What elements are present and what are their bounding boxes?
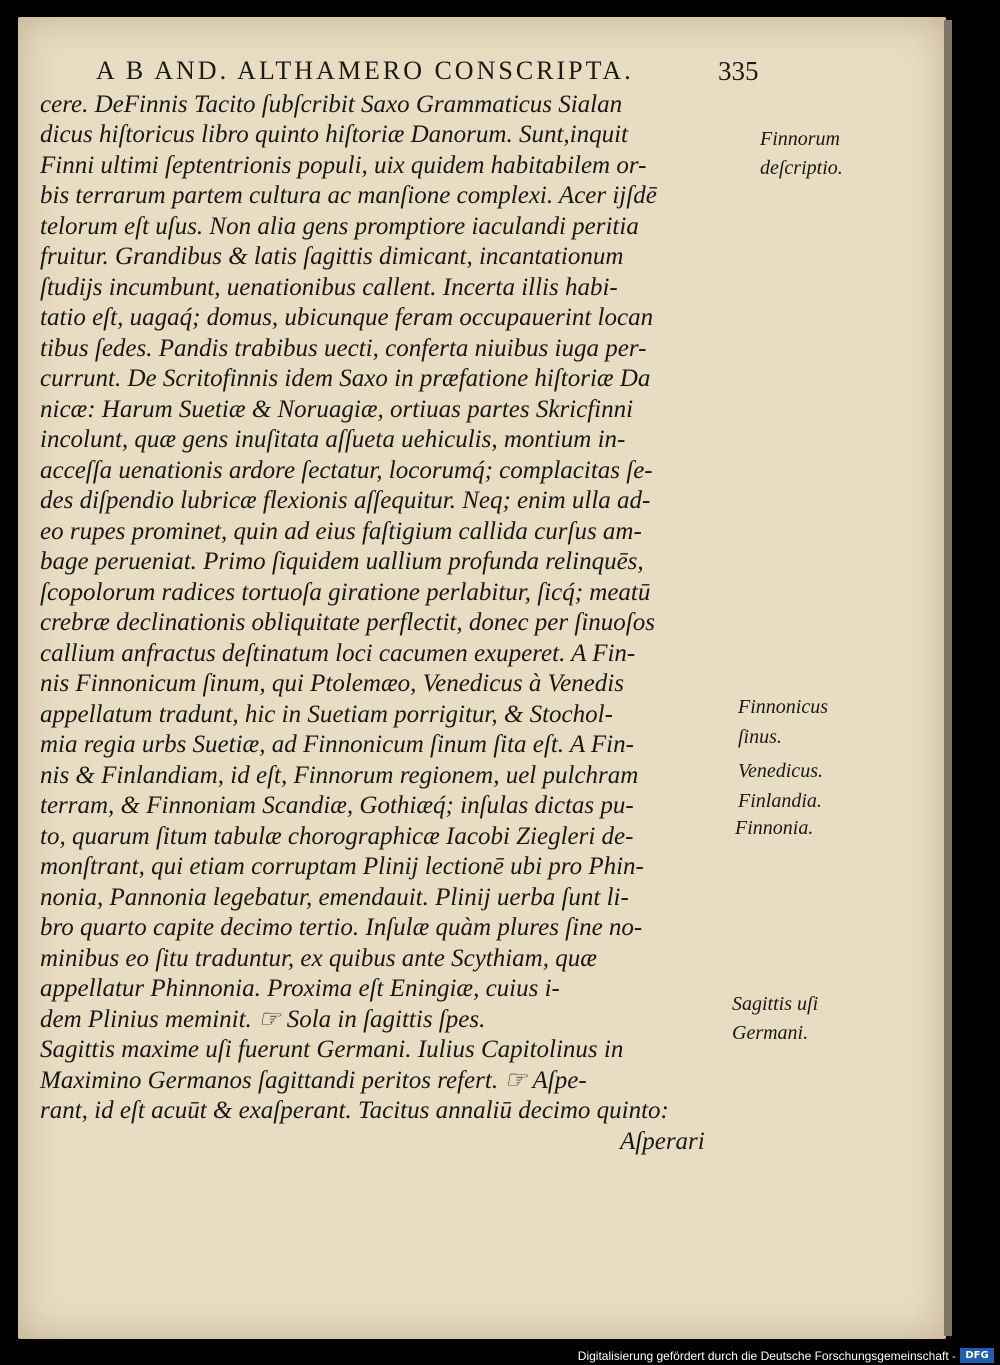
text-line: fruitur. Grandibus & latis ſagittis dimicant, incantationum — [40, 243, 624, 270]
page-edge — [944, 20, 952, 1336]
text-line: bro quarto capite decimo tertio. Inſulæ quàm plures ſine no- — [40, 914, 643, 941]
text-line: bis terrarum partem cultura ac manſione complexi. Acer ijſdē — [40, 182, 657, 209]
text-line: terram, & Finnoniam Scandiæ, Gothiæq́; inſulas dictas pu- — [40, 792, 634, 819]
text-line: minibus eo ſitu traduntur, ex quibus ante Scythiam, quæ — [40, 945, 597, 972]
text-line: dem Plinius meminit. ☞ Sola in ſagittis ſpes. — [40, 1006, 486, 1033]
running-head: A B AND. ALTHAMERO CONSCRIPTA. — [96, 56, 634, 85]
text-line: tatio eſt, uagaq́; domus, ubicunque feram occupauerint locan — [40, 304, 654, 331]
text-line: callium anfractus deſtinatum loci cacumen exuperet. A Fin- — [40, 640, 636, 667]
text-line: dicus hiſtoricus libro quinto hiſtoriæ Danorum. Sunt,inquit — [40, 121, 629, 148]
text-line: telorum eſt uſus. Non alia gens promptiore iaculandi peritia — [40, 213, 639, 240]
margin-note: Sagittis uſi — [732, 993, 819, 1015]
text-line: mia regia urbs Suetiæ, ad Finnonicum ſinum ſita eſt. A Fin- — [40, 731, 634, 758]
text-line: Maximino Germanos ſagittandi peritos refert. ☞ Aſpe- — [40, 1067, 587, 1094]
text-line: des diſpendio lubricæ flexionis aſſequitur. Neq; enim ulla ad- — [40, 487, 651, 514]
text-line: nonia, Pannonia legebatur, emendauit. Plinij uerba ſunt li- — [40, 884, 629, 911]
text-line: ſcopolorum radices tortuoſa giratione perlabitur, ſicq́; meatū — [40, 579, 651, 606]
text-line: to, quarum ſitum tabulæ chorographicæ Iacobi Ziegleri de- — [40, 823, 634, 850]
margin-note: Finnonicus — [738, 696, 828, 718]
text-line: crebræ declinationis obliquitate perflectit, donec per ſinuoſos — [40, 609, 655, 636]
margin-note: Finnorum — [760, 128, 840, 150]
text-line: acceſſa uenationis ardore ſectatur, locorumq́; complacitas ſe- — [40, 457, 653, 484]
margin-note: Finnonia. — [735, 817, 814, 839]
margin-note: Germani. — [732, 1022, 809, 1044]
margin-note: Venedicus. — [738, 760, 823, 782]
margin-note: ſinus. — [738, 726, 782, 748]
text-line: currunt. De Scritofinnis idem Saxo in præfatione hiſtoriæ Da — [40, 365, 651, 392]
text-line: appellatur Phinnonia. Proxima eſt Eningiæ, cuius i- — [40, 975, 560, 1002]
text-line: rant, id eſt acuūt & exaſperant. Tacitus annaliū decimo quinto: — [40, 1097, 669, 1124]
text-line: nicæ: Harum Suetiæ & Noruagiæ, ortiuas partes Skricfinni — [40, 396, 634, 423]
text-line: tibus ſedes. Pandis trabibus uecti, conferta niuibus iuga per- — [40, 335, 647, 362]
dfg-logo: DFG — [960, 1348, 994, 1363]
text-line: bage perueniat. Primo ſiquidem uallium profunda relinquēs, — [40, 548, 644, 575]
text-line: nis & Finlandiam, id eſt, Finnorum regionem, uel pulchram — [40, 762, 639, 789]
catchword: Aſperari — [620, 1128, 705, 1155]
text-line: monſtrant, qui etiam corruptam Plinij lectionē ubi pro Phin- — [40, 853, 644, 880]
text-line: incolunt, quæ gens inuſitata aſſueta uehiculis, montium in- — [40, 426, 626, 453]
text-line: Sagittis maxime uſi fuerunt Germani. Iulius Capitolinus in — [40, 1036, 624, 1063]
text-line: Finni ultimi ſeptentrionis populi, uix quidem habitabilem or- — [40, 152, 647, 179]
margin-note: Finlandia. — [738, 790, 822, 812]
text-line: ſtudijs incumbunt, uenationibus callent. Incerta illis habi- — [40, 274, 618, 301]
text-line: appellatum tradunt, hic in Suetiam porrigitur, & Stochol- — [40, 701, 613, 728]
margin-note: deſcriptio. — [760, 157, 843, 179]
text-line: eo rupes prominet, quin ad eius faſtigium callida curſus am- — [40, 518, 642, 545]
text-line: cere. DeFinnis Tacito ſubſcribit Saxo Grammaticus Sialan — [40, 91, 623, 118]
text-line: nis Finnonicum ſinum, qui Ptolemæo, Venedicus à Venedis — [40, 670, 624, 697]
page-number: 335 — [718, 56, 759, 86]
footer-credit: Digitalisierung gefördert durch die Deutsche Forschungsgemeinschaft - — [577, 1349, 956, 1363]
